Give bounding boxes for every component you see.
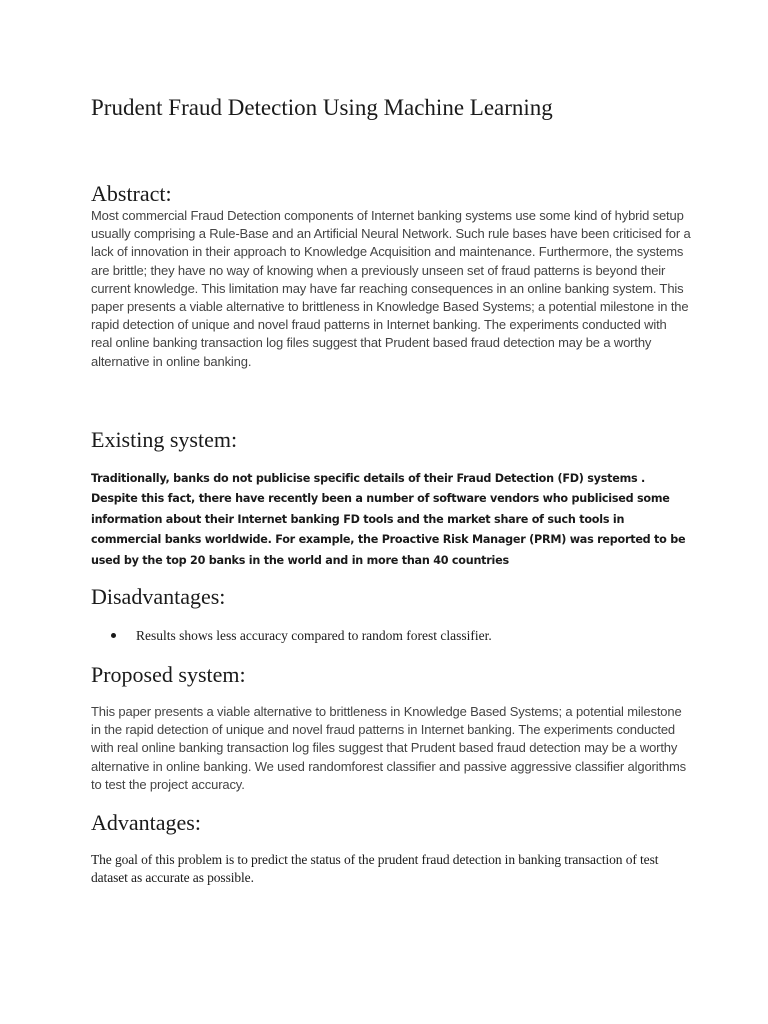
existing-system-heading: Existing system: [91, 427, 238, 452]
proposed-system-heading: Proposed system: [91, 662, 246, 687]
existing-system-text: Traditionally, banks do not publicise specific details of their Fraud Detection (FD) systems . Despite this fact, there have recently been a number of software vendors who publicised some information about their Internet banking FD tools and the market share of such tools in commercial banks worldwide. For example, the Proactive Risk Manager (PRM) was reported to be used by the top 20 banks in the world and in more than 40 countries [91, 472, 686, 567]
list-item-text: Results shows less accuracy compared to random forest classifier. [136, 628, 492, 643]
advantages-text: The goal of this problem is to predict the status of the prudent fraud detection in banking transaction of test dataset as accurate as possible. [91, 852, 659, 885]
list-item [91, 626, 492, 646]
disadvantages-heading: Disadvantages: [91, 584, 226, 609]
document-title: Prudent Fraud Detection Using Machine Learning [91, 95, 553, 120]
proposed-system-text: This paper presents a viable alternative to brittleness in Knowledge Based Systems; a potential milestone in the rapid detection of unique and novel fraud patterns in Internet banking. The experiments conducted with real online banking transaction log files suggest that Prudent based fraud detection may be a worthy alternative in online banking. We used randomforest classifier and passive aggressive classifier algorithms to test the project accuracy. [91, 704, 687, 792]
advantages-heading: Advantages: [91, 810, 201, 835]
disadvantages-list [91, 626, 492, 646]
abstract-heading: Abstract: [91, 181, 172, 206]
abstract-text: Most commercial Fraud Detection components of Internet banking systems use some kind of hybrid setup usually comprising a Rule-Base and an Artificial Neural Network. Such rule bases have been criticised for a lack of innovation in their approach to Knowledge Acquisition and maintenance. Furthermore, the systems are brittle; they have no way of knowing when a previously unseen set of fraud patterns is beyond their current knowledge. This limitation may have far reaching consequences in an online banking system. This paper presents a viable alternative to brittleness in Knowledge Based Systems; a potential milestone in the rapid detection of unique and novel fraud patterns in Internet banking. The experiments conducted with real online banking transaction log files suggest that Prudent based fraud detection may be a worthy alternative in online banking. [91, 208, 691, 369]
bullet-icon [111, 633, 116, 638]
